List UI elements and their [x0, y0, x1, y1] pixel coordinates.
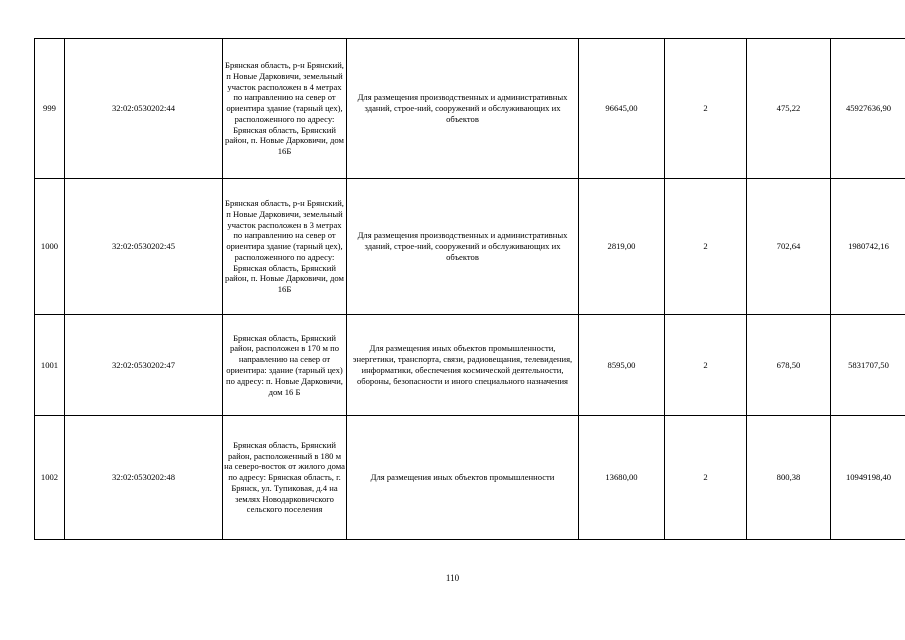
specific-value: 475,22 [747, 39, 831, 179]
group-number: 2 [665, 315, 747, 416]
row-number: 1002 [35, 416, 65, 540]
specific-value: 702,64 [747, 179, 831, 315]
page-number: 110 [445, 573, 460, 583]
plot-address: Брянская область, Брянский район, расположен в 170 м по направлению на север от ориентира: здание (тарный цех) по адресу: п. Новые Дарковичи, дом 16 Б [223, 315, 347, 416]
permitted-use: Для размещения производственных и административных зданий, строе-ний, сооружений и обслуживающих их объектов [347, 179, 579, 315]
table-row [35, 315, 905, 416]
plot-area: 96645,00 [579, 39, 665, 179]
specific-value: 678,50 [747, 315, 831, 416]
row-number: 999 [35, 39, 65, 179]
permitted-use: Для размещения иных объектов промышленности [347, 416, 579, 540]
cadastral-number: 32:02:0530202:45 [65, 179, 223, 315]
plot-area: 2819,00 [579, 179, 665, 315]
cadastral-value: 10949198,40 [831, 416, 905, 540]
cadastral-number: 32:02:0530202:47 [65, 315, 223, 416]
plot-address: Брянская область, р-н Брянский, п Новые Дарковичи, земельный участок расположен в 3 метрах по направлению на север от ориентира здание (тарный цех), расположенного по адресу: Брянская область, Брянский район, п. Новые Дарковичи, дом 16Б [223, 179, 347, 315]
group-number: 2 [665, 416, 747, 540]
table-row [35, 39, 905, 179]
plot-address: Брянская область, Брянский район, расположенный в 180 м на северо-восток от жилого дома по адресу: Брянская область, г. Брянск, ул. Тупиковая, д.4 на землях Новодарковичского сельского поселения [223, 416, 347, 540]
plot-area: 8595,00 [579, 315, 665, 416]
permitted-use: Для размещения производственных и административных зданий, строе-ний, сооружений и обслуживающих их объектов [347, 39, 579, 179]
plot-address: Брянская область, р-н Брянский, п Новые Дарковичи, земельный участок расположен в 4 метрах по направлению на север от ориентира здание (тарный цех), расположенного по адресу: Брянская область, Брянский район, п. Новые Дарковичи, дом 16Б [223, 39, 347, 179]
table-row [35, 179, 905, 315]
table-row [35, 416, 905, 540]
cadastral-value: 45927636,90 [831, 39, 905, 179]
cadastral-value: 1980742,16 [831, 179, 905, 315]
row-number: 1000 [35, 179, 65, 315]
group-number: 2 [665, 39, 747, 179]
permitted-use: Для размещения иных объектов промышленности, энергетики, транспорта, связи, радиовещания, телевидения, информатики, обеспечения космической деятельности, обороны, безопасности и иного специального назначения [347, 315, 579, 416]
cadastral-value-table [34, 38, 905, 540]
row-number: 1001 [35, 315, 65, 416]
cadastral-number: 32:02:0530202:48 [65, 416, 223, 540]
plot-area: 13680,00 [579, 416, 665, 540]
specific-value: 800,38 [747, 416, 831, 540]
cadastral-value: 5831707,50 [831, 315, 905, 416]
group-number: 2 [665, 179, 747, 315]
cadastral-number: 32:02:0530202:44 [65, 39, 223, 179]
